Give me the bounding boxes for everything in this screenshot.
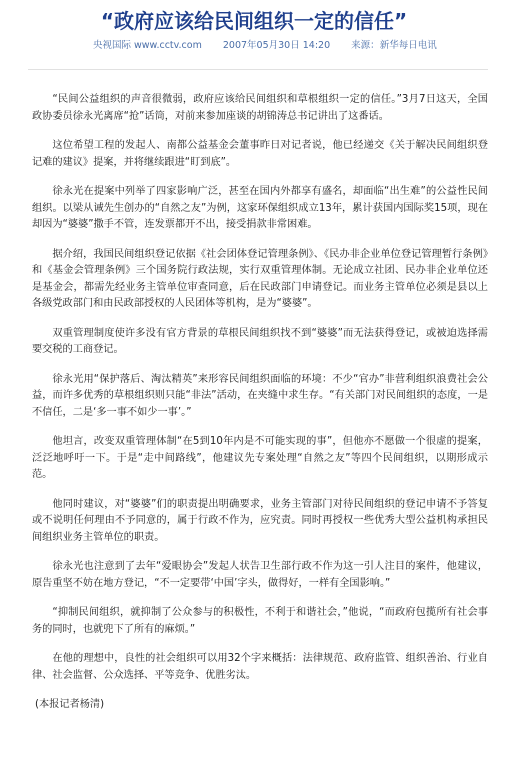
article-byline: (本报记者杨清) [35,699,105,710]
article-paragraph: 在他的理想中，良性的社会组织可以用32个字来概括：法律规范、政府监管、组织善治、行业自律、社会监督、公众选择、平等竞争、优胜劣汰。 [32,653,488,681]
meta-datetime: 2007年05月30日 14:20 [222,40,331,51]
article-paragraph: 他同时建议，对“婆婆”们的职责提出明确要求，业务主管部门对待民间组织的登记申请不予答复或不说明任何理由不予同意的，属于行政不作为，应究责。同时再授权一些优秀大型公益机构承担民间组织业务主管单位的职责。 [32,498,488,543]
meta-source-name: 新华每日电讯 [379,40,437,51]
article-paragraph: 这位希望工程的发起人、南都公益基金会董事昨日对记者说，他已经递交《关于解决民间组织登记难的建议》提案，并将继续跟进“盯到底”。 [32,140,488,168]
meta-source-label: 来源： [351,40,380,51]
article-paragraph: “抑制民间组织，就抑制了公众参与的积极性，不利于和谐社会，”他说，“而政府包揽所有社会事务的同时，也就兜下了所有的麻烦。” [32,607,488,635]
title-divider [28,69,488,70]
article-meta [93,39,488,53]
article-title: “政府应该给民间组织一定的信任” [100,9,408,33]
article-paragraph: 徐永光在提案中列举了四家影响广泛，甚至在国内外都享有盛名，却面临“出生难”的公益性民间组织。以梁从诫先生创办的“自然之友”为例，这家环保组织成立13年，累计获国内国际奖15项，现在却因为“婆婆”撒手不管，连发票都开不出，接受捐款非常困难。 [32,186,488,230]
article-paragraph: 徐永光用“保护落后、淘汰精英”来形容民间组织面临的环境：不少“官办”非营利组织浪费社会公益，而许多优秀的草根组织则只能“非法”活动，在夹缝中求生存。“有关部门对民间组织的态度，一是不信任，二是‘多一事不如少一事’。” [32,373,488,418]
article-paragraph: 他坦言，改变双重管理体制“在5到10年内是不可能实现的事”，但他亦不愿做一个很虚的提案，泛泛地呼吁一下。于是“走中间路线”，他建议先专案处理“自然之友”等四个民间组织，以期形成示范。 [32,436,488,480]
article-paragraph: 据介绍，我国民间组织登记依据《社会团体登记管理条例》、《民办非企业单位登记管理暂行条例》和《基金会管理条例》三个国务院行政法规，实行双重管理体制。无论成立社团、民办非企业单位还是基金会，都需先经业务主管单位审查同意，后在民政部门申请登记。而业务主管单位必须是县以上各级党政部门和由民政部授权的人民团体等机构，是为“婆婆”。 [32,248,488,309]
article-paragraph: “民间公益组织的声音很微弱，政府应该给民间组织和草根组织一定的信任。”3月7日这天，全国政协委员徐永光离席“抢”话筒，对前来参加座谈的胡锦涛总书记讲出了这番话。 [32,94,488,122]
article-body [20,92,488,714]
article-paragraph: 双重管理制度使许多没有官方背景的草根民间组织找不到“婆婆”而无法获得登记，或被迫选择需要交税的工商登记。 [32,327,488,355]
meta-source: 央视国际 www.cctv.com [93,40,202,51]
article-paragraph: 徐永光也注意到了去年“爱眼协会”发起人状告卫生部行政不作为这一引人注目的案件，他建议，原告重坚不妨在地方登记，“不一定要带‘中国’字头，做得好，一样有全国影响。” [32,561,488,589]
